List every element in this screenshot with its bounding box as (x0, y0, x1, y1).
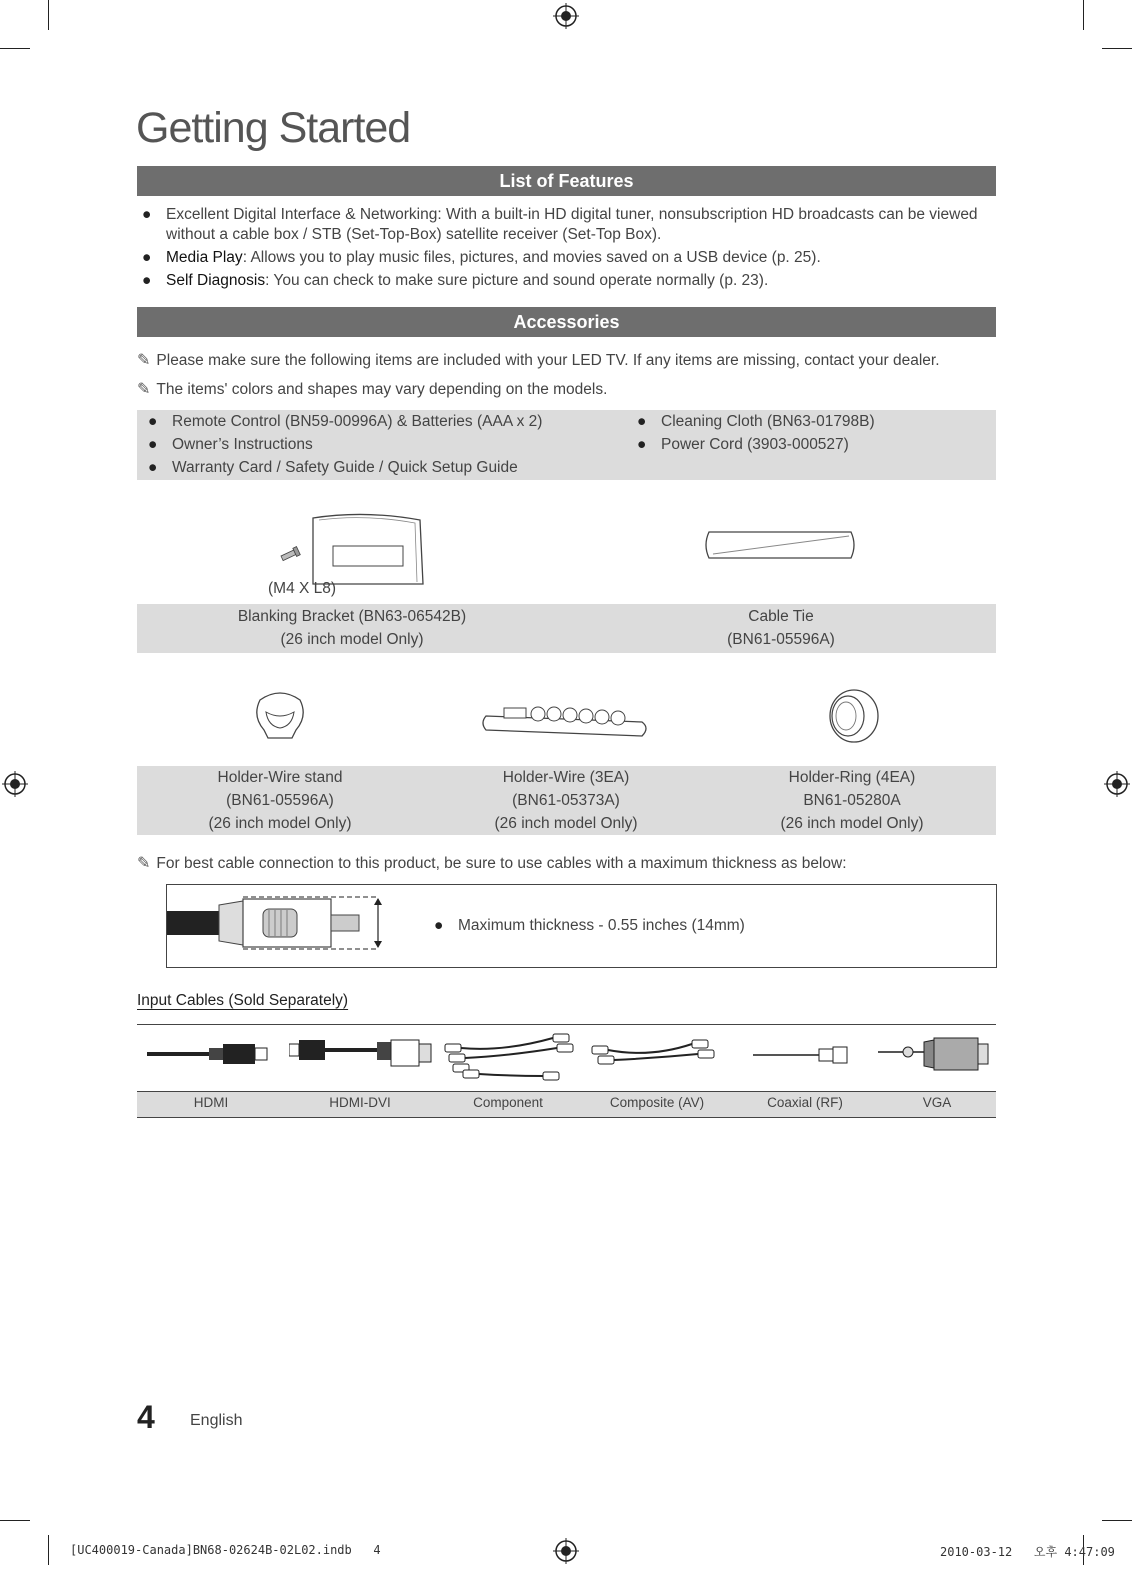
cable-connector-icon (167, 895, 393, 953)
cable-label-composite: Composite (AV) (609, 1095, 705, 1110)
bullet-icon: ● (142, 249, 152, 266)
cable-label-vga: VGA (922, 1095, 952, 1110)
max-thickness-item: ● Maximum thickness - 0.55 inches (14mm) (434, 917, 745, 934)
feature-name: Self Diagnosis (166, 272, 266, 289)
accessory-item: ● Cleaning Cloth (BN63-01798B) (637, 413, 875, 430)
input-cables-heading: Input Cables (Sold Separately) (137, 992, 349, 1009)
feature-item (142, 248, 986, 268)
crop-mark (48, 1535, 49, 1565)
registration-mark-icon (1104, 771, 1130, 797)
bullet-icon: ● (434, 917, 444, 934)
hdmi-cable-icon (147, 1040, 269, 1068)
page-number: 4 (137, 1399, 155, 1435)
crop-mark (48, 0, 49, 30)
vga-cable-icon (878, 1036, 992, 1072)
cable-tie-icon (703, 528, 859, 562)
accessories-heading: Accessories (137, 307, 996, 337)
feature-text: Excellent Digital Interface & Networking: With a built-in HD digital tuner, nonsubscription HD broadcasts can be viewed without a cable box / STB (Set-Top-Box) satellite receiver (Set-Top Box). (166, 206, 978, 243)
blanking-bracket-caption: Blanking Bracket (BN63-06542B) (26 inch model Only) (237, 608, 467, 648)
coaxial-cable-icon (753, 1044, 849, 1066)
cable-label-component: Component (473, 1095, 543, 1110)
cable-label-coaxial: Coaxial (RF) (767, 1095, 843, 1110)
holder-wire-stand-icon (252, 690, 308, 744)
component-cable-icon (443, 1032, 577, 1084)
crop-mark (1083, 0, 1084, 30)
holder-wire-icon (480, 700, 652, 744)
holder-wire-caption: Holder-Wire (3EA) (BN61-05373A) (26 inch model Only) (494, 769, 638, 832)
cable-thickness-note: ✎ For best cable connection to this product, be sure to use cables with a maximum thickness as below: (137, 855, 847, 872)
cable-tie-caption: Cable Tie (BN61-05596A) (727, 608, 835, 648)
features-heading: List of Features (137, 166, 996, 196)
print-timestamp: 2010-03-12 오후 4:47:09 (940, 1545, 1115, 1559)
feature-text: : You can check to make sure picture and sound operate normally (p. 23). (265, 272, 769, 289)
feature-text: : Allows you to play music files, pictures, and movies saved on a USB device (p. 25). (242, 249, 821, 266)
registration-mark-icon (2, 771, 28, 797)
bullet-icon: ● (148, 413, 158, 430)
bullet-icon: ● (148, 436, 158, 453)
crop-mark (0, 48, 30, 49)
holder-wire-stand-caption: Holder-Wire stand (BN61-05596A) (26 inch model Only) (208, 769, 352, 832)
accessory-item: ● Remote Control (BN59-00996A) & Batteries (AAA x 2) (148, 413, 543, 430)
accessory-item: ● Owner’s Instructions (148, 436, 313, 453)
holder-ring-caption: Holder-Ring (4EA) BN61-05280A (26 inch model Only) (780, 769, 924, 832)
note-pencil-icon: ✎ (137, 381, 151, 398)
feature-name: Media Play (166, 249, 243, 266)
holder-ring-icon (824, 688, 880, 744)
feature-item (142, 271, 986, 291)
crop-mark (1102, 1520, 1132, 1521)
bullet-icon: ● (142, 206, 152, 223)
registration-mark-icon (553, 3, 579, 29)
composite-cable-icon (590, 1036, 726, 1072)
page-title: Getting Started (136, 104, 411, 152)
bullet-icon: ● (637, 436, 647, 453)
crop-mark (1102, 48, 1132, 49)
cable-label-hdmi: HDMI (193, 1095, 229, 1110)
crop-mark (0, 1520, 30, 1521)
accessory-note: ✎ The items' colors and shapes may vary depending on the models. (137, 381, 608, 398)
blanking-bracket-icon (275, 510, 435, 588)
page-language: English (190, 1412, 243, 1429)
cable-label-hdmi-dvi: HDMI-DVI (329, 1095, 391, 1110)
note-pencil-icon: ✎ (137, 352, 151, 369)
accessory-item: ● Warranty Card / Safety Guide / Quick Setup Guide (148, 459, 518, 476)
hdmi-dvi-cable-icon (289, 1036, 433, 1072)
bullet-icon: ● (148, 459, 158, 476)
bullet-icon: ● (142, 272, 152, 289)
accessory-note: ✎ Please make sure the following items are included with your LED TV. If any items are missing, contact your dealer. (137, 352, 940, 369)
accessory-item: ● Power Cord (3903-000527) (637, 436, 849, 453)
registration-mark-icon (553, 1538, 579, 1564)
print-file-name: [UC400019-Canada]BN68-02624B-02L02.indb 4 (70, 1543, 381, 1557)
note-pencil-icon: ✎ (137, 855, 151, 872)
feature-item (142, 205, 986, 245)
bullet-icon: ● (637, 413, 647, 430)
screw-label: (M4 X L8) (268, 580, 337, 597)
input-cables-top-rule (137, 1024, 996, 1025)
